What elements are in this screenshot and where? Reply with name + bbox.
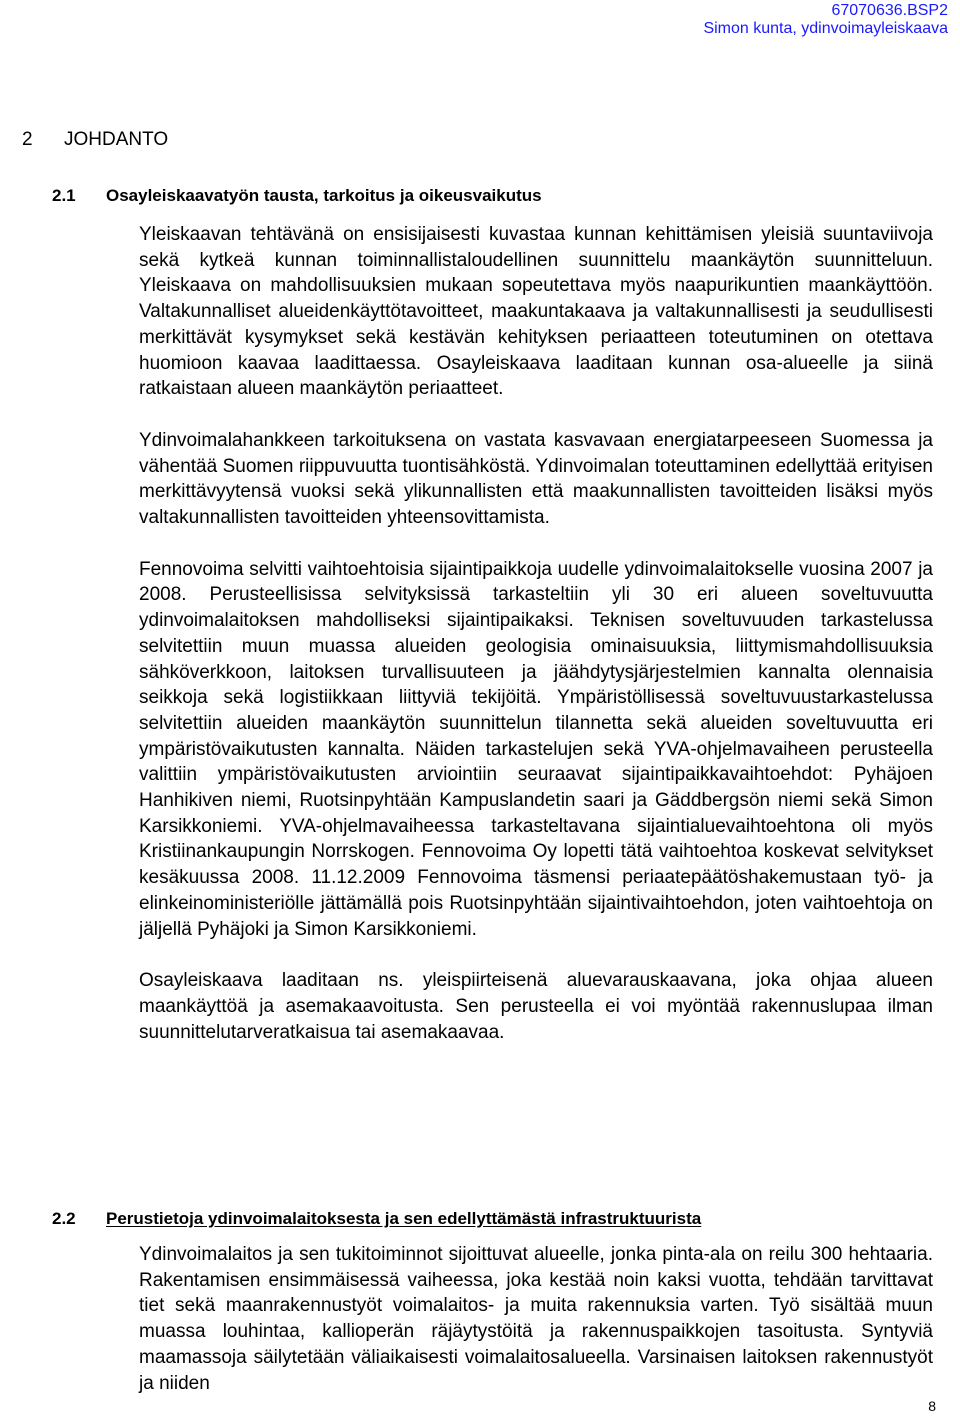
paragraph: Fennovoima selvitti vaihtoehtoisia sijaintipaikkoja uudelle ydinvoimalaitokselle vuosina 2007 ja 2008. Perusteellisissa selvityksissä tarkasteltiin yli 30 eri alueen soveltuvuutta ydinvoimalaitoksen mahdolliseksi sijaintipaikaksi. Teknisen soveltuvuuden tarkastelussa selvitettiin muun muassa alueiden geologisia ominaisuuksia, liittymismahdollisuuksia sähköverkkoon, laitoksen turvallisuuteen ja jäähdytysjärjestelmien kannalta olennaisia seikkoja sekä logistiikkaan liittyviä tekijöitä. Ympäristöllisessä soveltuvuustarkastelussa selvitettiin alueiden maankäytön suunnittelun tilannetta sekä alueiden soveltuvuutta eri ympäristövaikutusten kannalta. Näiden tarkastelujen sekä YVA-ohjelmavaiheen perusteella valittiin ympäristövaikutusten arviointiin seuraavat sijaintipaikkavaihtoehdot: Pyhäjoen Hanhikiven niemi, Ruotsinpyhtään Kampuslandetin saari ja Gäddbergsön niemi sekä Simon Karsikkoniemi. YVA-ohjelmavaiheessa tarkasteltavana sijaintialuevaihtoehtona oli myös Kristiinankaupungin Norrskogen. Fennovoima Oy lopetti tätä vaihtoehtoa koskevat selvitykset kesäkuussa 2008. 11.12.2009 Fennovoima täsmensi periaatepäätöshakemustaan työ- ja elinkeinoministeriölle jättämällä pois Ruotsinpyhtään sijaintivaihtoehdon, joten vaihtoehtoja on jäljellä Pyhäjoki ja Simon Karsikkoniemi. xyxy=(139,558,933,940)
chapter-title: JOHDANTO xyxy=(64,129,169,150)
section-body-2-1 xyxy=(139,222,933,1071)
chapter-heading xyxy=(22,128,168,152)
document-title: Simon kunta, ydinvoimayleiskaava xyxy=(703,20,948,37)
section-title: Perustietoja ydinvoimalaitoksesta ja sen edellyttämästä infrastruktuurista xyxy=(106,1209,702,1228)
document-header xyxy=(703,2,948,38)
paragraph: Ydinvoimalaitos ja sen tukitoiminnot sijoittuvat alueelle, jonka pinta-ala on reilu 300 hehtaaria. Rakentamisen ensimmäisessä vaiheessa, joka kestää noin kaksi vuotta, tehdään tarvittavat tiet sekä maanrakennustyöt voimalaitos- ja muita rakennuksia varten. Työ sisältää muun muassa louhintaa, kallioperän räjäytystöitä ja rakennuspaikkojen tasoitusta. Syntyviä maamassoja säilytetään väliaikaisesti voimalaitosalueella. Varsinaisen laitoksen rakennustyöt ja niiden xyxy=(139,1244,933,1394)
document-id: 67070636.BSP2 xyxy=(831,2,948,19)
paragraph: Yleiskaavan tehtävänä on ensisijaisesti kuvastaa kunnan kehittämisen yleisiä suuntaviivoja sekä kytkeä kunnan toiminnallistaloudellinen suunnittelu maankäytön suunnitteluun. Yleiskaava on mahdollisuuksien mukaan sopeutettava myös naapurikuntien maankäyttöön. Valtakunnalliset alueidenkäyttötavoitteet, maakuntakaava ja valtakunnallisesti ja seudullisesti merkittävät kysymykset sekä kestävän kehityksen periaatteen toteutuminen on otettava huomioon kaavaa laadittaessa. Osayleiskaava laaditaan kunnan osa-alueelle ja siinä ratkaistaan alueen maankäytön periaatteet. xyxy=(139,224,933,400)
paragraph: Osayleiskaava laaditaan ns. yleispiirteisenä aluevarauskaavana, joka ohjaa alueen maankäyttöä ja asemakaavoitusta. Sen perusteella ei voi myöntää rakennuslupaa ilman suunnittelutarveratkaisua tai asemakaavaa. xyxy=(139,970,933,1043)
paragraph: Ydinvoimalahankkeen tarkoituksena on vastata kasvavaan energiatarpeeseen Suomessa ja vähentää Suomen riippuvuutta tuontisähköstä. Ydinvoimalan toteuttaminen edellyttää erityisen merkittävyytensä vuoksi sekä ylikunnallisten että maakunnallisten tavoitteiden lisäksi myös valtakunnallisten tavoitteiden yhteensovittamista. xyxy=(139,429,933,529)
section-heading-2-1 xyxy=(52,185,542,207)
section-title: Osayleiskaavatyön tausta, tarkoitus ja oikeusvaikutus xyxy=(106,186,542,205)
section-heading-2-2 xyxy=(52,1208,701,1230)
page-number: 8 xyxy=(928,1398,936,1414)
section-body-2-2 xyxy=(139,1242,933,1422)
section-number: 2.1 xyxy=(52,186,76,205)
chapter-number: 2 xyxy=(22,129,33,150)
section-number: 2.2 xyxy=(52,1209,76,1228)
